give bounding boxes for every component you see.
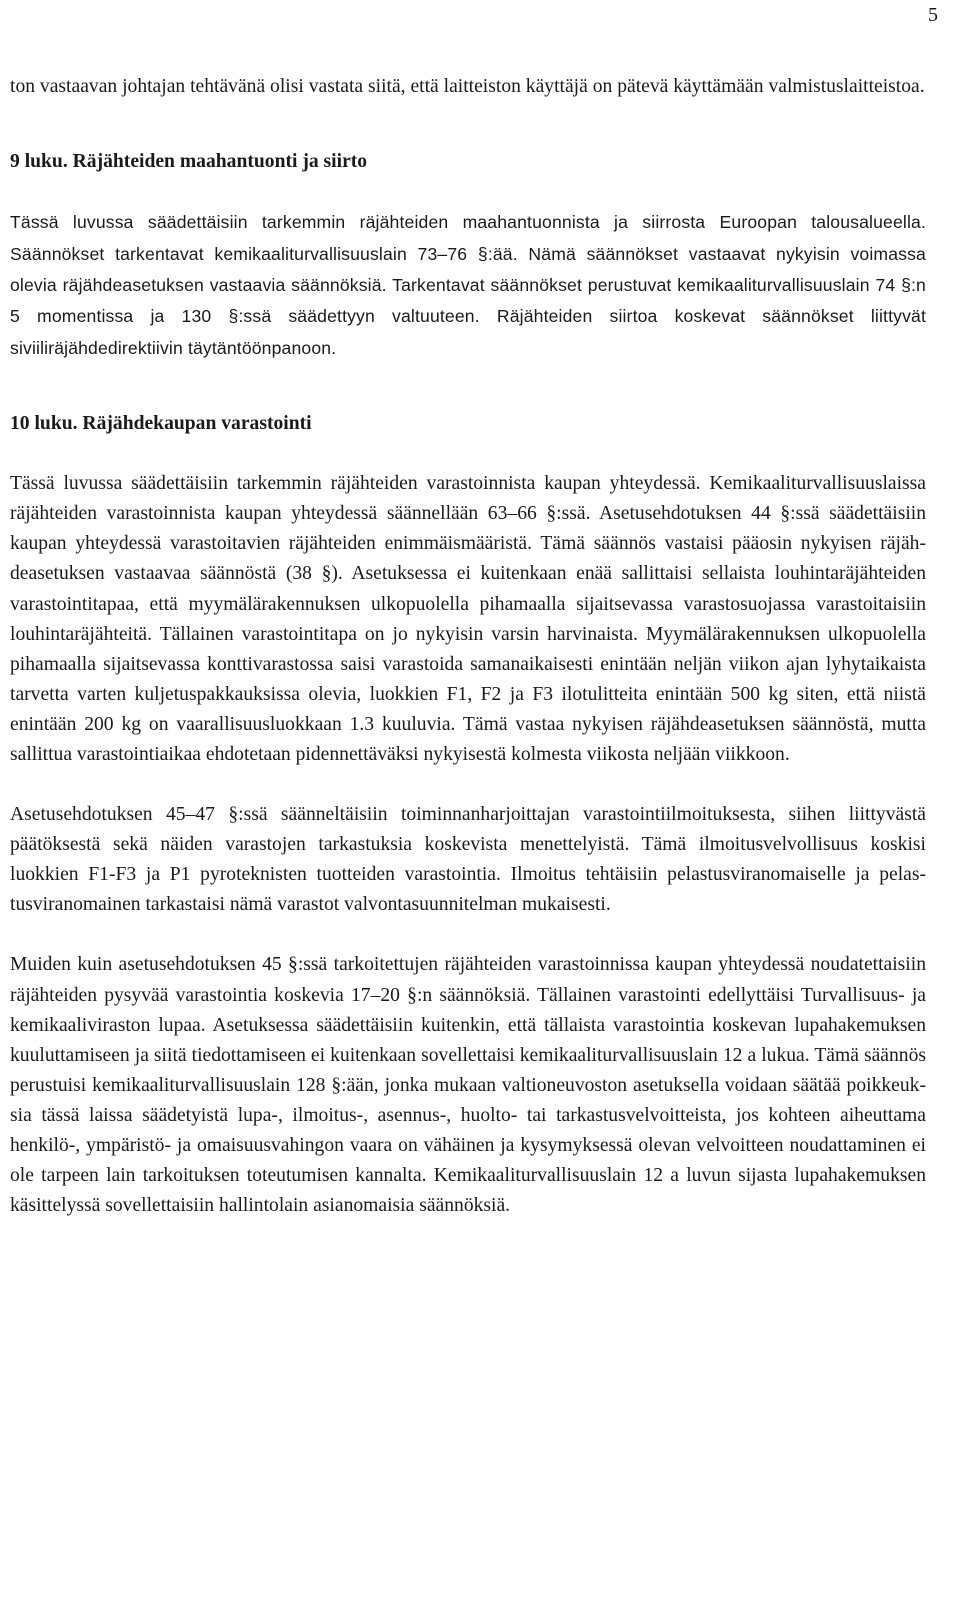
chapter-10-paragraph-1: Tässä luvussa säädettäisiin tarkemmin räjähteiden varastoinnista kaupan yhteydessä. Kemikaaliturvallisuuslaissa räjähteiden varastoinnista kaupan yhteydessä säännellään 63–66 §:ssä. Asetusehdotuksen 44 §:ssä säädettäisiin kaupan yhteydessä varastoitavien räjähteiden enimmäismääristä. Tämä säännös vastaisi pääosin nykyisen räjähdeasetuksen vastaavaa säännöstä (38 §). Asetuksessa ei kuitenkaan enää sallittaisi sellaista louhintaräjähteiden varastointitapaa, että myymälärakennuksen ulkopuolella pihamaalla sijaitsevassa varastosuojassa varastoitaisiin louhintaräjähteitä. Tällainen varastointitapa on jo nykyisin varsin harvinaista. Myymälärakennuksen ulkopuolella pihamaalla sijaitsevassa konttivarastossa saisi varastoida samanaikaisesti enintään neljän viikon ajan lyhytaikaista tarvetta varten kuljetuspakkauksissa olevia, luokkien F1, F2 ja F3 ilotulitteita enintään 500 kg siten, että niistä enintään 200 kg on vaarallisuusluokkaan 1.3 kuuluvia. Tämä vastaa nykyisen räjähdeasetuksen säännöstä, mutta sallittua varastointiaikaa ehdotetaan pidennettäväksi nykyisestä kolmesta viikosta neljään viikkoon. xyxy=(10,473,926,765)
chapter-9-heading: 9 luku. Räjähteiden maahantuonti ja siirto xyxy=(10,151,368,173)
intro-paragraph: ton vastaavan johtajan tehtävänä olisi vastata siitä, että laitteiston käyttäjä on pätevä käyttämään valmistuslaitteistoa. xyxy=(10,76,925,97)
page-number: 5 xyxy=(928,4,938,26)
chapter-10-paragraph-3: Muiden kuin asetusehdotuksen 45 §:ssä tarkoitettujen räjähteiden varastoinnissa kaupan yhteydessä noudatettaisiin räjähteiden pysyvää varastointia koskevia 17–20 §:n säännöksiä. Tällainen varastointi edellyttäisi Turvallisuus- ja kemikaaliviraston lupaa. Asetuksessa säädettäisiin kuitenkin, että tällaista varastointia koskevan lupahakemuksen kuuluttamiseen ja siitä tiedottamiseen ei kuitenkaan sovellettaisi kemikaaliturvallisuuslain 12 a lukua. Tämä säännös perustuisi kemikaaliturvallisuuslain 128 §:ään, jonka mukaan valtioneuvoston asetuksella voidaan säätää poikkeuksia tässä laissa säädetyistä lupa-, ilmoitus-, asennus-, huolto- tai tarkastusvelvoitteista, jos kohteen aiheuttama henkilö-, ympäristö- ja omaisuusvahingon vaara on vähäinen ja kysymyksessä olevan velvoitteen noudattaminen ei ole tarpeen lain tarkoituksen toteutumisen kannalta. Kemikaaliturvallisuuslain 12 a luvun sijasta lupahakemuksen käsittelyssä sovellettaisiin hallintolain asianomaisia säännöksiä. xyxy=(10,954,926,1217)
chapter-9-paragraph-part-2: Säännökset tarkentavat kemikaaliturvallisuuslain 73–76 §:ää. Nämä säännökset vastaavat nykyisin voimassa olevia räjähdeasetuksen vastaavia säännöksiä. Tarkentavat säännökset perustuvat kemikaaliturvallisuuslain 74 §:n 5 momentissa ja 130 §:ssä säädettyyn valtuuteen. Räjähteiden siirtoa koskevat säännökset liittyvät siviiliräjähdedirektiivin täytäntöönpanoon. xyxy=(10,243,926,358)
chapter-10-paragraph-2: Asetusehdotuksen 45–47 §:ssä säänneltäisiin toiminnanharjoittajan varastointiilmoituksesta, siihen liittyvästä päätöksestä sekä näiden varastojen tarkastuksia koskevista menettelyistä. Tämä ilmoitusvelvollisuus koskisi luokkien F1-F3 ja P1 pyroteknisten tuotteiden varastointia. Ilmoitus tehtäisiin pelastusviranomaiselle ja pelastusviranomainen tarkastaisi nämä varastot valvontasuunnitelman mukaisesti. xyxy=(10,804,926,916)
chapter-9-paragraph xyxy=(10,207,926,364)
chapter-10-heading: 10 luku. Räjähdekaupan varastointi xyxy=(10,413,312,435)
chapter-9-paragraph-part-1: Tässä luvussa säädettäisiin tarkemmin räjähteiden maahantuonnista ja siirrosta Euroopan talousalueella. xyxy=(10,212,926,233)
